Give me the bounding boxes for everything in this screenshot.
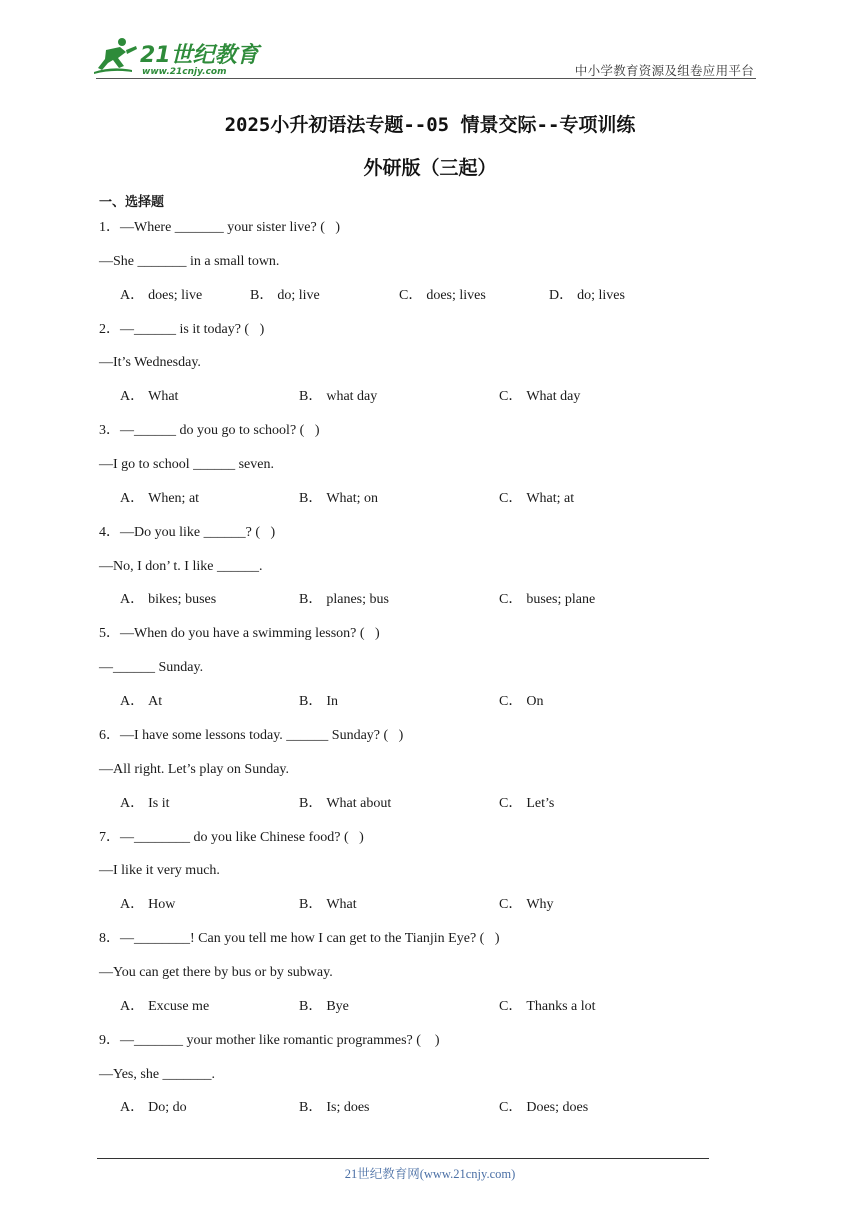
option-choice[interactable] [499,996,596,1018]
question-item [99,217,739,319]
option-text: Is; does [326,1100,370,1116]
question-item [99,827,739,929]
question-prompt: 4．—Do you like ______? ( ) [99,524,276,540]
option-text: do; live [277,287,320,303]
option-text: What; on [326,490,379,506]
option-row [99,488,739,522]
question-prompt: 8．—________! Can you tell me how I can get to the Tianjin Eye? ( ) [99,931,500,947]
question-response: —I like it very much. [99,863,220,879]
option-text: Let’s [526,795,555,811]
option-text: planes; bus [326,592,389,608]
question-response: —All right. Let’s play on Sunday. [99,761,290,777]
question-prompt: 6．—I have some lessons today. ______ Sunday? ( ) [99,727,404,743]
option-text: Is it [148,795,170,811]
question-response: —She _______ in a small town. [99,253,280,269]
question-prompt: 5．—When do you have a swimming lesson? ( ) [99,626,380,642]
option-letter: C． [499,1100,523,1116]
option-letter: C． [499,998,523,1014]
logo-url-text: www.21cnjy.com [142,67,227,77]
option-choice[interactable] [120,894,175,916]
document-subtitle: 外研版（三起） [363,157,497,179]
option-choice[interactable] [499,589,595,611]
footer-text: 21世纪教育网(www.21cnjy.com) [344,1167,516,1181]
option-letter: A． [120,287,145,303]
option-letter: C． [499,795,523,811]
question-list [99,217,739,1131]
question-item [99,928,739,1030]
option-text: Excuse me [148,998,210,1014]
option-choice[interactable] [549,285,625,307]
option-row [99,1097,739,1131]
option-letter: A． [120,998,145,1014]
question-response: —No, I don’ t. I like ______. [99,558,263,574]
option-choice[interactable] [299,1097,370,1119]
header-divider [96,78,756,79]
option-row [99,386,739,420]
option-letter: C． [499,490,523,506]
question-response: —______ Sunday. [99,660,204,676]
question-item [99,1030,739,1132]
option-choice[interactable] [499,386,580,408]
question-prompt: 2．—______ is it today? ( ) [99,321,265,337]
option-letter: B． [250,287,274,303]
option-row [99,996,739,1030]
option-text: How [148,897,176,913]
option-text: Thanks a lot [526,998,596,1014]
question-item [99,725,739,827]
question-prompt: 3．—______ do you go to school? ( ) [99,423,320,439]
option-text: What [148,389,179,405]
option-choice[interactable] [120,691,162,713]
option-text: What; at [526,490,575,506]
option-row [99,691,739,725]
option-letter: A． [120,490,145,506]
option-letter: B． [299,389,323,405]
option-letter: B． [299,1100,323,1116]
option-choice[interactable] [299,996,349,1018]
section-heading: 一、选择题 [99,195,165,210]
option-letter: B． [299,897,323,913]
option-choice[interactable] [120,488,199,510]
option-letter: D． [549,287,574,303]
option-choice[interactable] [299,793,391,815]
option-letter: B． [299,693,323,709]
option-letter: A． [120,1100,145,1116]
runner-icon [94,38,137,74]
option-letter: A． [120,897,145,913]
question-prompt: 1．—Where _______ your sister live? ( ) [99,220,341,235]
option-letter: A． [120,389,145,405]
option-letter: C． [499,389,523,405]
option-text: On [526,693,544,709]
option-row [99,285,739,319]
option-letter: B． [299,592,323,608]
option-choice[interactable] [299,488,378,510]
option-choice[interactable] [499,793,554,815]
option-letter: C． [499,693,523,709]
option-choice[interactable] [499,1097,588,1119]
option-letter: C． [499,592,523,608]
option-choice[interactable] [120,793,170,815]
question-item [99,522,739,624]
option-text: When; at [148,490,200,506]
question-response: —You can get there by bus or by subway. [99,964,333,980]
question-item [99,623,739,725]
option-text: does; live [148,287,203,303]
option-text: Bye [326,998,349,1014]
option-row [99,793,739,827]
option-choice[interactable] [299,691,338,713]
option-row [99,589,739,623]
option-text: what day [326,389,378,405]
option-choice[interactable] [120,386,178,408]
option-text: What about [326,795,392,811]
question-prompt: 9．—_______ your mother like romantic programmes? ( ) [99,1032,440,1048]
option-choice[interactable] [120,996,209,1018]
option-letter: A． [120,795,145,811]
option-text: Why [526,897,554,913]
option-choice[interactable] [299,894,357,916]
option-choice[interactable] [299,589,389,611]
option-choice[interactable] [499,488,574,510]
question-prompt: 7．—________ do you like Chinese food? ( ) [99,829,364,845]
option-letter: B． [299,490,323,506]
option-choice[interactable] [120,589,216,611]
option-letter: C． [399,287,423,303]
question-response: —It’s Wednesday. [99,355,201,371]
option-choice[interactable] [499,894,554,916]
option-choice[interactable] [299,386,377,408]
option-text: At [148,693,163,709]
option-choice[interactable] [120,285,202,307]
option-letter: B． [299,795,323,811]
question-item [99,420,739,522]
option-letter: A． [120,693,145,709]
option-text: buses; plane [526,592,596,608]
option-row [99,894,739,928]
option-text: In [326,693,339,709]
option-choice[interactable] [120,1097,187,1119]
option-letter: C． [499,897,523,913]
question-response: —Yes, she _______. [99,1066,216,1082]
question-response: —I go to school ______ seven. [99,456,274,472]
option-text: does; lives [426,287,486,303]
option-letter: B． [299,998,323,1014]
page-header [0,0,860,82]
option-text: Does; does [526,1100,589,1116]
option-choice[interactable] [399,285,486,307]
option-choice[interactable] [499,691,543,713]
platform-name: 中小学教育资源及组卷应用平台 [574,64,754,78]
option-text: Do; do [148,1100,187,1116]
option-choice[interactable] [250,285,320,307]
footer-divider [97,1158,709,1159]
option-text: What [326,897,357,913]
logo-main-text: 21世纪教育 [140,43,259,68]
option-text: do; lives [577,287,625,303]
option-text: What day [526,389,581,405]
site-logo [92,36,262,78]
document-title: 2025小升初语法专题--05 情景交际--专项训练 [224,114,636,136]
question-item [99,319,739,421]
option-letter: A． [120,592,145,608]
option-text: bikes; buses [148,592,217,608]
